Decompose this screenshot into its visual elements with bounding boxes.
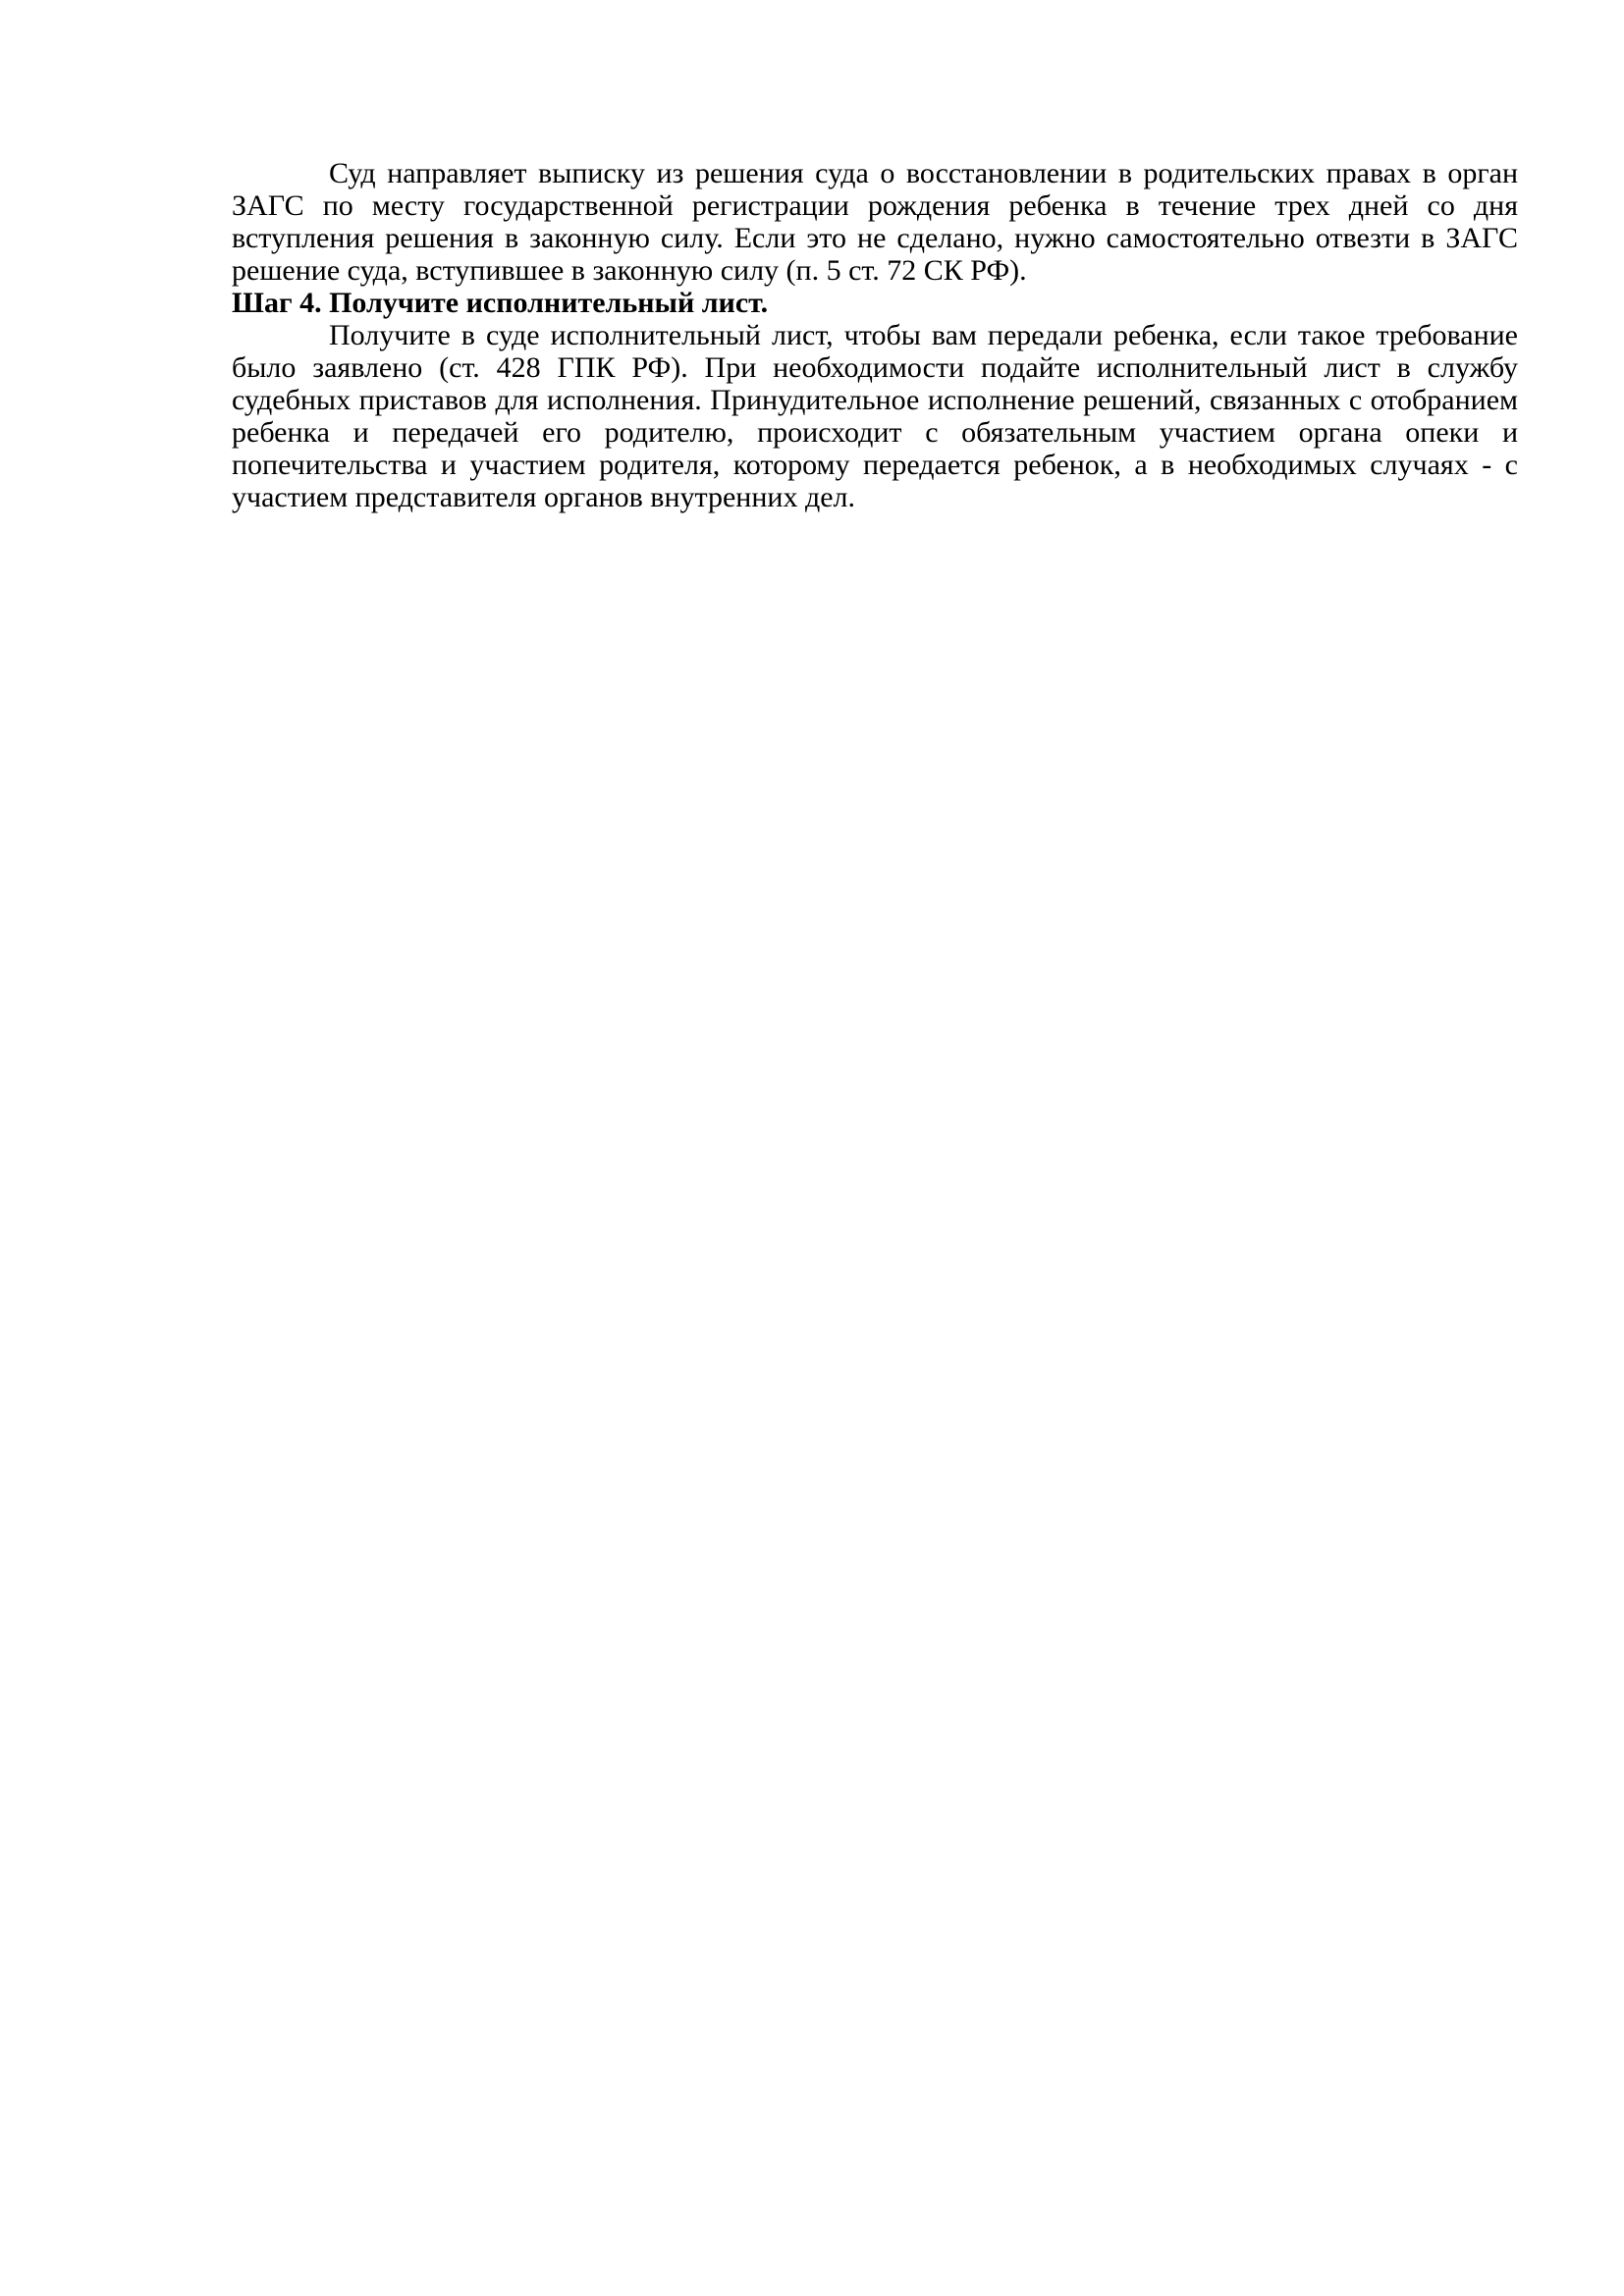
document-page bbox=[232, 157, 1518, 513]
step-4-heading: Шаг 4. Получите исполнительный лист. bbox=[232, 287, 769, 319]
paragraph-writ-of-execution: Получите в суде исполнительный лист, чтобы вам передали ребенка, если такое требование было заявлено (ст. 428 ГПК РФ). При необходимости подайте исполнительный лист в службу судебных приставов для исполнения. Принудительное исполнение решений, связанных с отобранием ребенка и передачей его родителю, происходит с обязательным участием органа опеки и попечительства и участием родителя, которому передается ребенок, а в необходимых случаях - с участием представителя органов внутренних дел. bbox=[232, 319, 1518, 513]
paragraph-zags-extract: Суд направляет выписку из решения суда о восстановлении в родительских правах в орган ЗАГС по месту государственной регистрации рождения ребенка в течение трех дней со дня вступления решения в законную силу. Если это не сделано, нужно самостоятельно отвезти в ЗАГС решение суда, вступившее в законную силу (п. 5 ст. 72 СК РФ). bbox=[232, 157, 1518, 287]
